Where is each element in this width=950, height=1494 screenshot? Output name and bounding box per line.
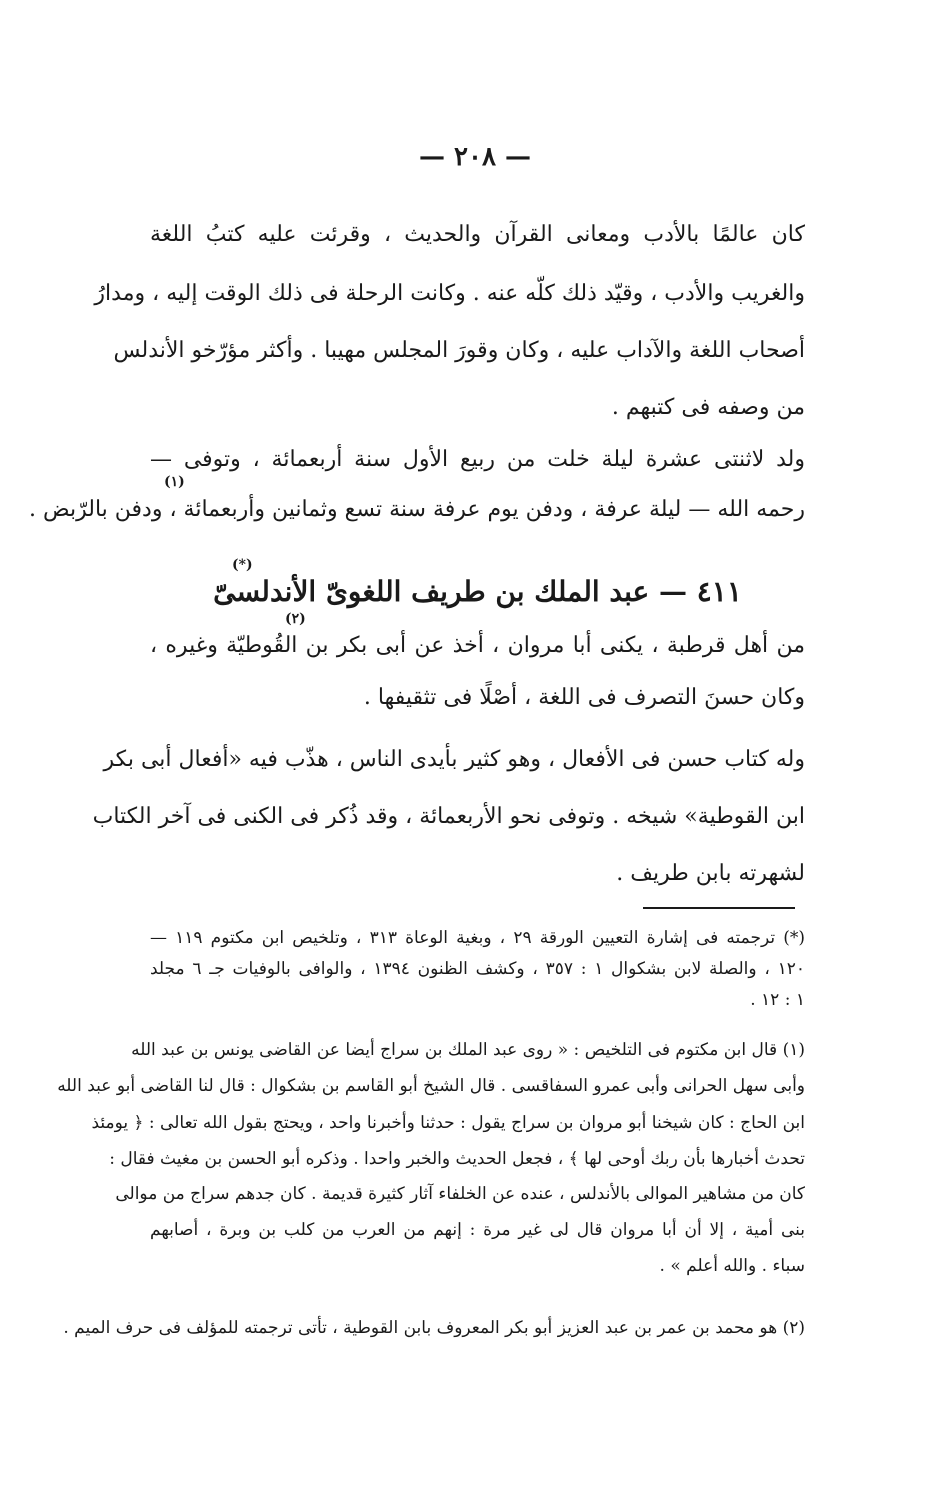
footnote-line: وأبى سهل الحرانى وأبى عمرو السفاقسى . قال الشيخ أبو القاسم بن بشكوال : قال لنا القاضى أبو عبد الله: [57, 1076, 805, 1096]
paragraph-3: [150, 611, 805, 723]
footnote-1: [57, 1040, 805, 1310]
paragraph-1: [94, 222, 805, 442]
footnote-line: كان من مشاهير الموالى بالأندلس ، عنده عن الخلفاء آثار كثيرة قديمة . كان جدهم سراج من موالى: [115, 1184, 805, 1204]
footnote-2: [63, 1318, 805, 1354]
footnote-line: (١) قال ابن مكتوم فى التلخيص : « روى عبد الملك بن سراج أيضا عن القاضى يونس بن عبد الله: [131, 1040, 805, 1060]
footnote-line: ١٢٠ ، والصلة لابن بشكوال ١ : ٣٥٧ ، وكشف الظنون ١٣٩٤ ، والوافى بالوفيات جـ ٦ مجلد: [150, 959, 805, 979]
heading-footnote-marker: (*): [232, 557, 253, 573]
footnote-marker-2: (٢): [285, 611, 306, 627]
text-line: وله كتاب حسن فى الأفعال ، وهو كثير بأيدى الناس ، هذّب فيه «أفعال أبى بكر: [103, 747, 805, 772]
text-line: كان عالمًا بالأدب ومعانى القرآن والحديث ، وقرئت عليه كتبُ اللغة: [150, 222, 805, 247]
text-line: أصحاب اللغة والآداب عليه ، وكان وقورَ المجلس مهيبا . وأكثر مؤرّخو الأندلس: [113, 338, 805, 363]
footnote-line: تحدث أخبارها بأن ربك أوحى لها ﴾ ، فجعل الحديث والخبر واحدا . وذكره أبو الحسن بن مغيث فقال :: [109, 1149, 805, 1169]
text-line: من وصفه فى كتبهم .: [611, 395, 805, 420]
text-line: من أهل قرطبة ، يكنى أبا مروان ، أخذ عن أبى بكر بن القُوطيّة وغيره ،: [150, 633, 805, 658]
text-line: رحمه الله — ليلة عرفة ، ودفن يوم عرفة سنة تسع وثمانين وأربعمائة ، ودفن بالرّبض .: [29, 497, 805, 522]
footnote-line: ابن الحاج : كان شيخنا أبو مروان بن سراج يقول : حدثنا وأخبرنا واحد ، ويحتج بقول الله تعالى : ﴿ يومئذ: [91, 1113, 805, 1133]
entry-heading: ٤١١ — عبد الملك بن طريف اللغوىّ الأندلسىّ: [213, 575, 742, 608]
paragraph-2: [29, 447, 805, 537]
footnote-line: سباء . والله أعلم » .: [659, 1256, 805, 1276]
page-number: — ٢٠٨ —: [418, 142, 532, 172]
text-line: ولد لاثنتى عشرة ليلة خلت من ربيع الأول سنة أربعمائة ، وتوفى —: [150, 447, 805, 472]
footnote-star: [150, 928, 805, 1028]
text-line: لشهرته بابن طريف .: [616, 861, 805, 886]
footnote-line: ١ : ١٢ .: [750, 990, 805, 1010]
footnote-divider: [643, 907, 795, 909]
entry-heading-block: [150, 557, 805, 615]
footnote-line: (*) ترجمته فى إشارة التعيين الورقة ٢٩ ، وبغية الوعاة ٣١٣ ، وتلخيص ابن مكتوم ١١٩ —: [150, 928, 805, 948]
text-line: ابن القوطية» شيخه . وتوفى نحو الأربعمائة ، وقد ذُكر فى الكنى فى آخر الكتاب: [92, 804, 805, 829]
footnote-line: (٢) هو محمد بن عمر بن عبد العزيز أبو بكر المعروف بابن القوطية ، تأتى ترجمته للمؤلف فى حرف الميم .: [63, 1318, 805, 1338]
text-line: وكان حسنَ التصرف فى اللغة ، أصْلًا فى تثقيفها .: [363, 685, 805, 710]
paragraph-4: [92, 747, 805, 897]
footnote-marker-1: (١): [164, 474, 185, 490]
text-line: والغريب والأدب ، وقيّد ذلك كلّه عنه . وكانت الرحلة فى ذلك الوقت إليه ، ومدارُ: [94, 281, 805, 306]
footnote-line: بنى أمية ، إلا أن أبا مروان قال لى غير مرة : إنهم من العرب من كلب بن وبرة ، أصابهم: [150, 1220, 805, 1240]
